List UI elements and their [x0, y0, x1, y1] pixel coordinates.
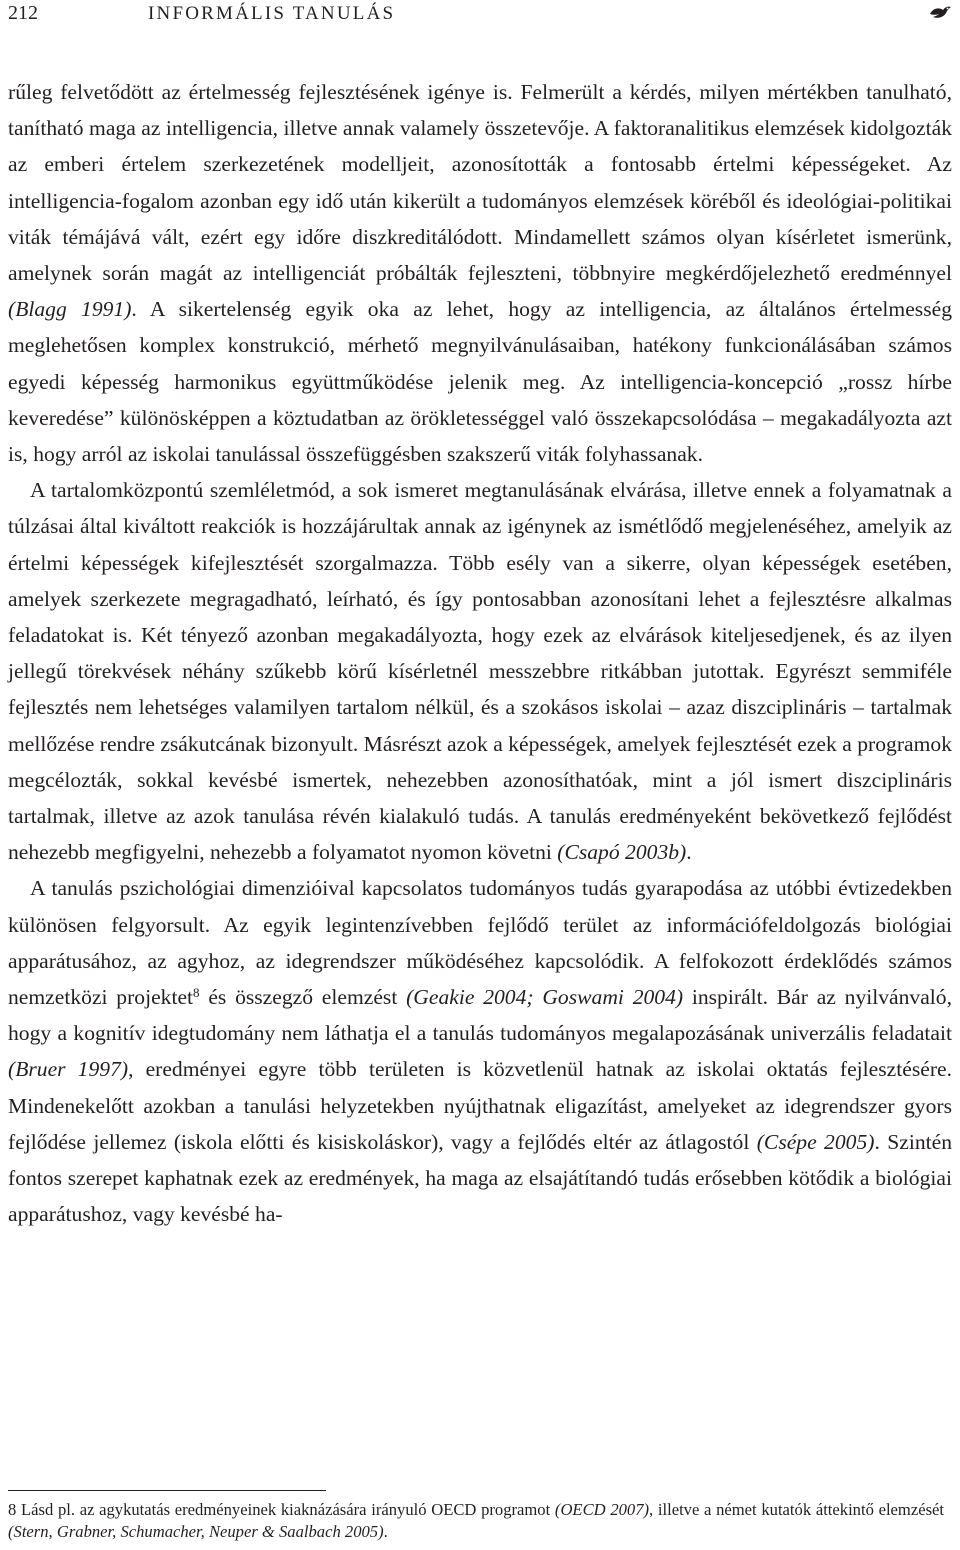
paragraph-text: és összegző elemzést — [199, 985, 407, 1010]
paragraph-text: inspirált. Bár az nyilvánvaló, hogy a kognitív idegtudomány nem láthatja el a tanulás tudományos megalapozásának univerzális feladatait — [8, 985, 953, 1046]
citation: (Bruer 1997) — [8, 1057, 129, 1082]
footnote — [8, 1499, 944, 1543]
paragraph — [8, 74, 952, 472]
running-title: INFORMÁLIS TANULÁS — [148, 3, 396, 24]
paragraph — [8, 472, 952, 870]
running-head — [8, 2, 952, 28]
citation: (Geakie 2004; Goswami 2004) — [406, 985, 684, 1010]
footnote-text: , illetve a német kutatók áttekintő elemzését — [649, 1500, 944, 1519]
paragraph — [8, 870, 952, 1232]
bird-ornament-icon — [928, 2, 952, 22]
footnote-text: Lásd pl. az agykutatás eredményeinek kiaknázására irányuló OECD programot — [16, 1500, 555, 1519]
citation: (Stern, Grabner, Schumacher, Neuper & Saalbach 2005) — [8, 1522, 384, 1541]
paragraph-text: rűleg felvetődött az értelmesség fejlesztésének igénye is. Felmerült a kérdés, milyen mértékben tanulható, tanítható maga az intelligencia, illetve annak valamely összetevője. A faktoranalitikus elemzések kidolgozták az emberi értelem szerkezetének modelljeit, azonosították a fontosabb értelmi képességeket. Az intelligencia-fogalom azonban egy idő után kikerült a tudományos elemzések köréből és ideológiai-politikai viták témájává vált, ezért egy időre diszkreditálódott. Mindamellett számos olyan kísérletet ismerünk, amelynek során magát az intelligenciát próbálták fejleszteni, többnyire megkérdőjelezhető eredménnyel — [8, 80, 952, 286]
paragraph-text: A tartalomközpontú szemléletmód, a sok ismeret megtanulásának elvárása, illetve ennek a folyamatnak a túlzásai által kiváltott reakciók is hozzájárultak annak az igénynek az ismétlődő megjelenéséhez, amelyik az értelmi képességek kifejlesztését szorgalmazza. Több esély van a sikerre, olyan képességek esetében, amelyek szerkezete megragadható, leírható, és így pontosabban azonosítani lehet a fejlesztésre alkalmas feladatokat is. Két tényező azonban megakadályozta, hogy ezek az elvárások kiteljesedjenek, és az ilyen jellegű törekvések néhány szűkebb körű kísérletnél messzebbre ritkábban jutottak. Egyrészt semmiféle fejlesztés nem lehetséges valamilyen tartalom nélkül, és a szokásos iskolai – azaz diszciplináris – tartalmak mellőzése rendre zsákutcának bizonyult. Másrészt azok a képességek, amelyek fejlesztését ezek a programok megcélozták, sokkal kevésbé ismertek, nehezebben azonosíthatóak, mint a jól ismert diszciplináris tartalmak, illetve az azok tanulása révén kialakuló tudás. A tanulás eredményeként bekövetkező fejlődést nehezebb megfigyelni, nehezebb a folyamatot nyomon követni — [8, 478, 952, 865]
paragraph-text: , eredményei egyre több területen is közvetlenül hatnak az iskolai oktatás fejlesztésére. Mindenekelőtt azokban a tanulási helyzetekben nyújthatnak eligazítást, amelyeket az idegrendszer gyors fejlődése jellemez (iskola előtti és kisiskoláskor), vagy a fejlődés eltér az átlagostól — [8, 1057, 952, 1154]
citation: (OECD 2007) — [554, 1500, 650, 1519]
body-text — [8, 74, 952, 1233]
page-number: 212 — [8, 2, 38, 24]
citation: (Csapó 2003b) — [557, 840, 687, 865]
paragraph-text: . — [686, 840, 692, 865]
citation: (Csépe 2005) — [756, 1129, 875, 1154]
footnote-number: 8 — [8, 1500, 17, 1519]
footnote-text: . — [383, 1522, 388, 1541]
footnote-marker: 8 — [193, 985, 200, 1001]
paragraph-text: . A sikertelenség egyik oka az lehet, hogy az intelligencia, az általános értelmesség meglehetősen komplex konstrukció, mérhető megnyilvánulásaiban, hatékony funkcionálásában számos egyedi képesség harmonikus együttműködése jelenik meg. Az intelligencia-koncepció „rossz hírbe keveredése” különösképpen a köztudatban az örökletességgel való összekapcsolódása – megakadályozta azt is, hogy arról az iskolai tanulással összefüggésben szakszerű viták folyhassanak. — [8, 297, 952, 467]
paragraph-text: A tanulás pszichológiai dimenzióival kapcsolatos tudományos tudás gyarapodása az utóbbi évtizedekben különösen felgyorsult. Az egyik legintenzívebben fejlődő terület az információfeldolgozás biológiai apparátusához, az agyhoz, az idegrendszer működéséhez kapcsolódik. A felfokozott érdeklődés számos nemzetközi projektet — [8, 876, 952, 1010]
footnote-divider — [8, 1490, 326, 1491]
paragraph-text: . Szintén fontos szerepet kaphatnak ezek az eredmények, ha maga az elsajátítandó tudás erősebben kötődik a biológiai apparátushoz, vagy kevésbé ha- — [8, 1129, 953, 1227]
citation: (Blagg 1991) — [8, 297, 132, 322]
